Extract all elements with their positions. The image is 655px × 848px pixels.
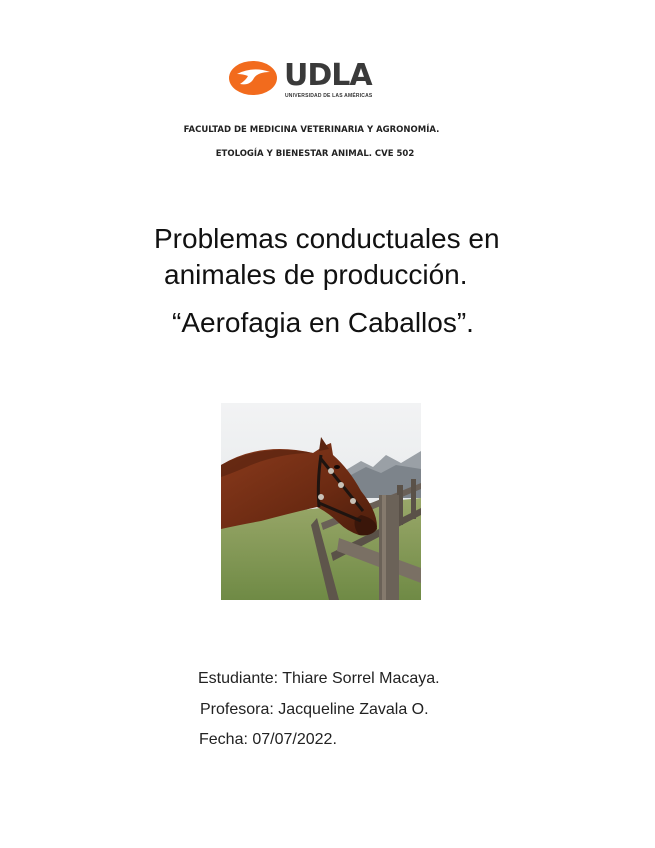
logo-tagline: UNIVERSIDAD DE LAS AMÉRICAS xyxy=(285,93,373,99)
title-line-3: “Aerofagia en Caballos”. xyxy=(172,307,474,338)
teacher-line: Profesora: Jacqueline Zavala O. xyxy=(200,701,429,718)
logo-wordmark: UDLA xyxy=(284,58,372,93)
title-line-1: Problemas conductuales en xyxy=(154,223,500,254)
udla-logo-icon xyxy=(228,60,280,96)
faculty-name: FACULTAD DE MEDICINA VETERINARIA Y AGRONOMÍA. xyxy=(183,125,440,135)
horse-photo xyxy=(221,403,421,600)
udla-logo xyxy=(228,58,373,103)
title-line-2: animales de producción. xyxy=(164,259,468,290)
date-line: Fecha: 07/07/2022. xyxy=(199,731,337,748)
course-name: ETOLOGÍA Y BIENESTAR ANIMAL. CVE 502 xyxy=(215,149,415,159)
student-line: Estudiante: Thiare Sorrel Macaya. xyxy=(198,670,440,687)
